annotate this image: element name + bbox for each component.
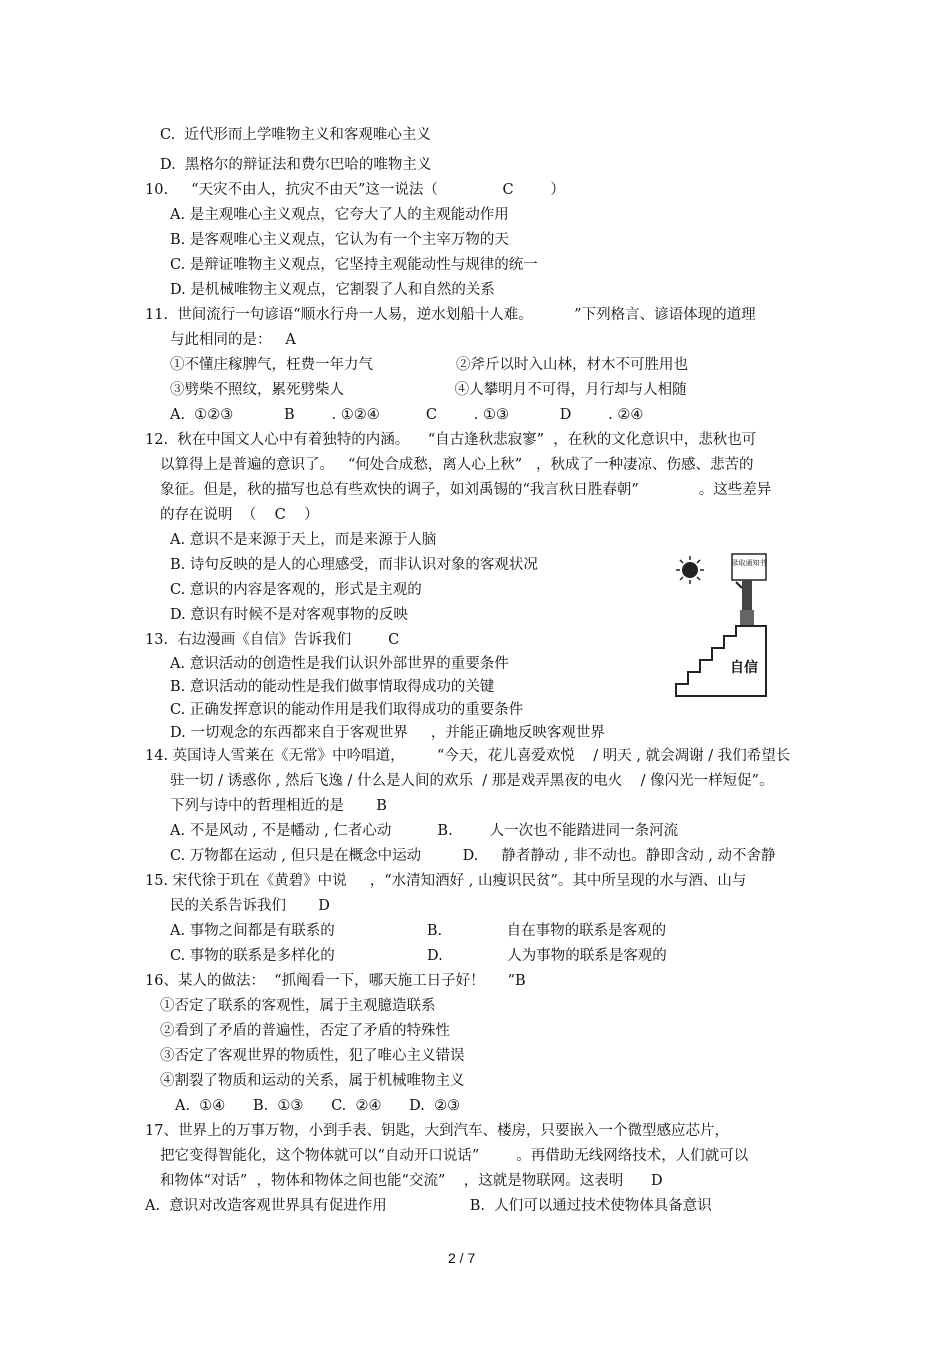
text-line: ③劈柴不照纹，累死劈柴人 ④人攀明月不可得，月行却与人相随 <box>170 382 687 398</box>
text-line: D. 是机械唯物主义观点，它割裂了人和自然的关系 <box>170 282 495 298</box>
text-line: C. 万物都在运动 , 但只是在概念中运动 D. 静者静动 , 非不动也。静即含动 , 动不舍静 <box>170 848 776 864</box>
text-line: C. 正确发挥意识的能动作用是我们取得成功的重要条件 <box>170 702 524 718</box>
text-line: C. 近代形而上学唯物主义和客观唯心主义 <box>160 127 431 143</box>
text-line: ②看到了矛盾的普遍性，否定了矛盾的特殊性 <box>160 1023 450 1039</box>
text-line: B. 是客观唯心主义观点，它认为有一个主宰万物的天 <box>170 232 509 248</box>
text-line: C. 事物的联系是多样化的 D. 人为事物的联系是客观的 <box>170 948 667 964</box>
question-12: 12. 秋在中国文人心中有着独特的内涵。 “自古逢秋悲寂寥” ，在秋的文化意识中，悲秋也可 <box>145 432 757 448</box>
question-15: 15. 宋代徐于玑在《黄碧》中说 ，“水清知酒好 , 山瘦识民贫”。其中所呈现的水与酒、山与 <box>145 873 747 889</box>
text-line: 与此相同的是： A <box>170 332 296 348</box>
sign-text: 录取通知书 <box>731 559 767 567</box>
text-line: A. 不是风动 , 不是幡动 , 仁者心动 B. 人一次也不能踏进同一条河流 <box>170 823 679 839</box>
text-line: 和物体“对话” ，物体和物体之间也能“交流” ，这就是物联网。这表明 D <box>160 1173 663 1189</box>
text-line: A. 意识不是来源于天上，而是来源于人脑 <box>170 532 437 548</box>
text-line: C. 意识的内容是客观的，形式是主观的 <box>170 582 422 598</box>
text-line: A. ①④ B. ①③ C. ②④ D. ②③ <box>175 1098 461 1114</box>
text-line: B. 诗句反映的是人的心理感受，而非认识对象的客观状况 <box>170 557 538 573</box>
text-line: A. ①②③ B . ①②④ C . ①③ D . ②④ <box>170 407 644 423</box>
text-line: 民的关系告诉我们 D <box>170 898 330 914</box>
text-line: 象征。但是，秋的描写也总有些欢快的调子，如刘禹锡的“我言秋日胜春朝” 。这些差异 <box>160 482 772 498</box>
text-line: ①不懂庄稼脾气，枉费一年力气 ②斧斤以时入山林，材木不可胜用也 <box>170 357 688 373</box>
text-line: D. 一切观念的东西都来自于客观世界 ，并能正确地反映客观世界 <box>170 725 605 741</box>
admission-notice-sign <box>732 554 767 580</box>
cartoon-drawing <box>670 552 770 700</box>
sun-icon <box>676 556 704 584</box>
question-13: 13. 右边漫画《自信》告诉我们 C <box>145 632 400 648</box>
text-line: C. 是辩证唯物主义观点，它坚持主观能动性与规律的统一 <box>170 257 538 273</box>
text-line: 下列与诗中的哲理相近的是 B <box>170 798 387 814</box>
text-line: 把它变得智能化，这个物体就可以“自动开口说话” 。再借助无线网络技术，人们就可以 <box>160 1148 749 1164</box>
text-line: A. 意识活动的创造性是我们认识外部世界的重要条件 <box>170 656 509 672</box>
text-line: B. 意识活动的能动性是我们做事情取得成功的关键 <box>170 679 495 695</box>
question-11: 11. 世间流行一句谚语“顺水行舟一人易，逆水划船十人难。 ”下列格言、谚语体现的道理 <box>145 307 756 323</box>
text-line: ④割裂了物质和运动的关系，属于机械唯物主义 <box>160 1073 465 1089</box>
page-number: 2 / 7 <box>448 1250 476 1266</box>
text-line: A. 是主观唯心主义观点，它夸大了人的主观能动作用 <box>170 207 509 223</box>
text-line: 驻一切 / 诱惑你 , 然后飞逸 / 什么是人间的欢乐 / 那是戏弄黑夜的电火 / 像闪光一样短促”。 <box>170 773 774 789</box>
confidence-cartoon <box>670 552 770 700</box>
text-line: D. 意识有时候不是对客观事物的反映 <box>170 607 408 623</box>
stair-text: 自信 <box>730 660 758 676</box>
text-line: ①否定了联系的客观性，属于主观臆造联系 <box>160 998 436 1014</box>
question-16: 16、某人的做法： “抓阄看一下，哪天施工日子好！ ”B <box>145 973 526 989</box>
text-line: 以算得上是普遍的意识了。 “何处合成愁，离人心上秋” ，秋成了一种凄凉、伤感、悲苦的 <box>160 457 754 473</box>
text-line: A. 意识对改造客观世界具有促进作用 B. 人们可以通过技术使物体具备意识 <box>145 1198 712 1214</box>
text-line: 的存在说明 （ C ） <box>160 507 319 523</box>
text-line: D. 黑格尔的辩证法和费尔巴哈的唯物主义 <box>160 157 432 173</box>
question-10: 10. “天灾不由人，抗灾不由天”这一说法（ C ） <box>145 182 565 198</box>
question-17: 17、世界上的万事万物，小到手表、钥匙，大到汽车、楼房，只要嵌入一个微型感应芯片， <box>145 1123 729 1139</box>
text-line: A. 事物之间都是有联系的 B. 自在事物的联系是客观的 <box>170 923 667 939</box>
text-line: ③否定了客观世界的物质性，犯了唯心主义错误 <box>160 1048 465 1064</box>
question-14: 14. 英国诗人雪莱在《无常》中吟唱道， “今天，花儿喜爱欢悦 / 明天 , 就会凋谢 / 我们希望长 <box>145 748 791 764</box>
climbing-figure <box>736 580 754 626</box>
